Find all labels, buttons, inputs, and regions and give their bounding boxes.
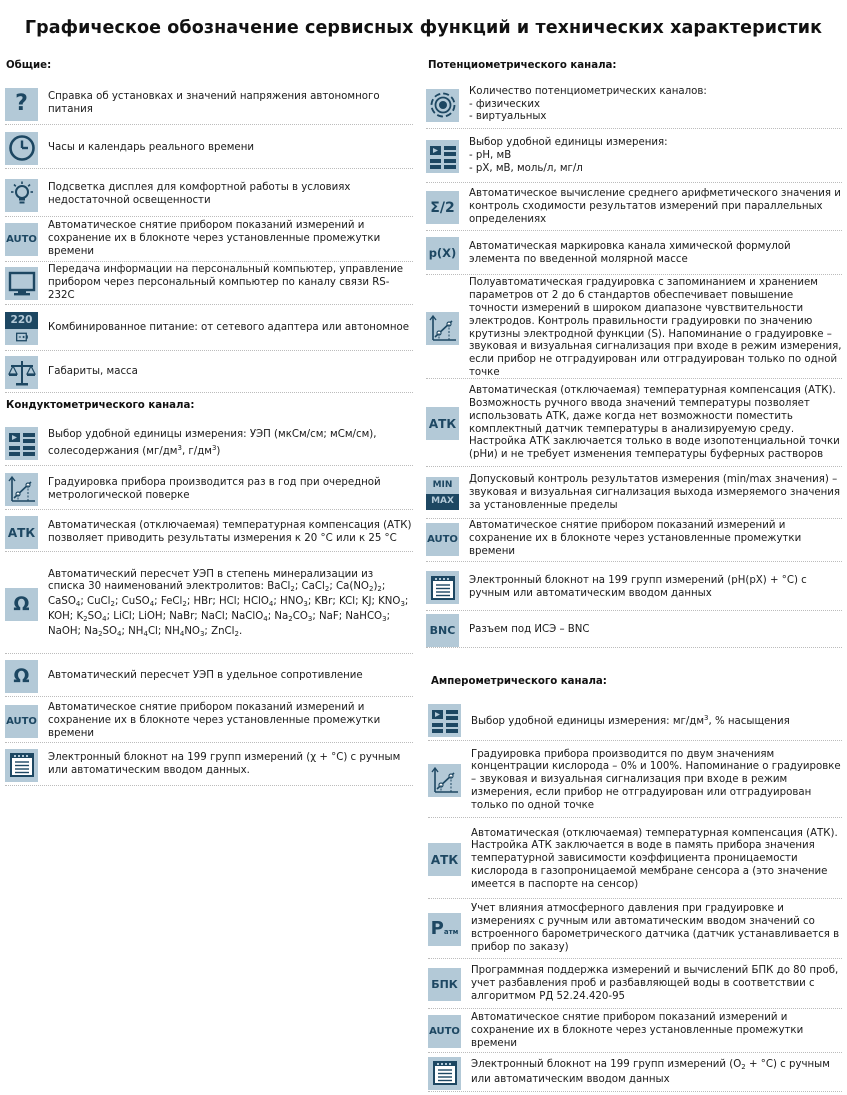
feature-description: Автоматический пересчет УЭП в степень минерализации из списка 30 наименований электролитов: BaCl$_2$; CaCl$_2$; $Ca(NO_2)_2$; CaSO$_4$; CuCl$_2$; CuSO$_4$; FeCl$_2$; HBr; HCl; HClO$_4$; $HNO_3$; KBr; KCl; KJ; $KNO_3$; KOH; $K_2SO_4$; LiCl; LiOH; NaBr; NaCl; NaClO$_4$; $Na_2CO_3$; NaF; NaHCO$_3$; NaOH; $Na_2SO_4$; $NH_4Cl$; $NH_4NO_3$; ZnCl$_2$. xyxy=(48,568,409,638)
atk-icon: АТК xyxy=(426,407,459,440)
scales-icon xyxy=(5,356,38,389)
feature-description: Автоматическое снятие прибором показаний измерений и сохранение их в блокноте через установленные промежутки времени xyxy=(48,220,381,257)
px-icon: p(X) xyxy=(426,237,459,270)
potentiometric-feature-row xyxy=(426,518,842,562)
conductometric-feature-row xyxy=(5,470,413,510)
feature-description: Выбор удобной единицы измерения: $мг/дм^3$, % насыщения xyxy=(471,714,790,728)
unit-select-icon xyxy=(428,704,461,737)
feature-description: Градуировка прибора производится по двум значениям концентрации кислорода – 0% и 100%. Напоминание о градуировке – звуковая и визуальная сигнализация при входе в режим измерения, если прибор не отградуирован или отградуирован только по одной точке xyxy=(471,748,841,811)
conductometric-feature-row xyxy=(5,556,413,654)
general-feature-row xyxy=(5,174,413,217)
amperometric-feature-row xyxy=(428,744,842,818)
auto-icon: AUTO xyxy=(5,705,38,738)
unit-select-icon xyxy=(5,427,38,460)
conductometric-feature-row xyxy=(5,745,413,786)
amperometric-feature-row xyxy=(428,821,842,899)
general-feature-row xyxy=(5,128,413,169)
min-max-icon: MIN MAX xyxy=(426,477,459,510)
bpk-icon: БПК xyxy=(428,968,461,1001)
omega-icon: Ω xyxy=(5,588,38,621)
notebook-icon xyxy=(426,571,459,604)
auto-icon: AUTO xyxy=(5,223,38,256)
potentiometric-feature-row xyxy=(426,185,842,231)
p-atm-icon: Pатм xyxy=(428,913,461,946)
amperometric-feature-row xyxy=(428,1055,842,1092)
question-icon: ? xyxy=(5,88,38,121)
section-heading-potentiometric: Потенциометрического канала: xyxy=(428,60,617,71)
bnc-icon: BNC xyxy=(426,614,459,647)
auto-icon: AUTO xyxy=(426,523,459,556)
light-bulb-icon xyxy=(5,179,38,212)
amperometric-feature-row xyxy=(428,1011,842,1053)
feature-description: Разъем под ИСЭ – BNC xyxy=(469,623,590,635)
feature-description: Автоматический пересчет УЭП в удельное сопротивление xyxy=(48,670,363,682)
clock-icon xyxy=(5,132,38,165)
general-feature-row xyxy=(5,84,413,125)
general-feature-row xyxy=(5,353,413,393)
section-heading-amperometric: Амперометрического канала: xyxy=(431,676,607,687)
amperometric-feature-row xyxy=(428,900,842,959)
feature-description: Выбор удобной единицы измерения: УЭП (мкСм/см; мСм/см), солесодержания ($мг/дм^3$, $г/дм^3$) xyxy=(48,428,377,457)
feature-description: Количество потенциометрических каналов: - физических - виртуальных xyxy=(469,85,707,123)
potentiometric-feature-row xyxy=(426,565,842,611)
conductometric-feature-row xyxy=(5,657,413,697)
potentiometric-feature-row xyxy=(426,131,842,183)
atk-icon: АТК xyxy=(5,516,38,549)
section-heading-general: Общие: xyxy=(6,60,52,71)
feature-description: Автоматическое снятие прибором показаний измерений и сохранение их в блокноте через установленные промежутки времени xyxy=(469,520,802,557)
calibration-graph-icon xyxy=(426,312,459,345)
conductometric-feature-row xyxy=(5,514,413,552)
feature-description: Автоматическая маркировка канала химической формулой элемента по введенной молярной массе xyxy=(469,240,791,265)
calibration-graph-icon xyxy=(5,473,38,506)
atk-icon: АТК xyxy=(428,843,461,876)
channels-icon xyxy=(426,89,459,122)
power-220-battery-icon: 220 xyxy=(5,312,38,345)
general-feature-row xyxy=(5,263,413,305)
feature-description: Допусковый контроль результатов измерения (min/max значения) – звуковая и визуальная сигнализация выхода измеряемого значения за установленные пределы xyxy=(469,474,841,511)
potentiometric-feature-row xyxy=(426,381,842,467)
feature-description: Автоматическое снятие прибором показаний измерений и сохранение их в блокноте через установленные промежутки времени xyxy=(48,702,381,739)
feature-description: Программная поддержка измерений и вычислений БПК до 80 проб, учет разбавления проб и разбавляющей воды в соответствии с алгоритмом РД 52.24.420-95 xyxy=(471,965,839,1002)
feature-description: Габариты, масса xyxy=(48,366,138,378)
feature-description: Передача информации на персональный компьютер, управление прибором через персональный компьютер по каналу связи RS-232C xyxy=(48,264,404,301)
sigma-icon: Σ/2 xyxy=(426,191,459,224)
feature-description: Выбор удобной единицы измерения: - pH, мВ - pX, мВ, моль/л, мг/л xyxy=(469,137,668,174)
amperometric-feature-row xyxy=(428,961,842,1009)
feature-description: Автоматическая (отключаемая) температурная компенсация (АТК). Настройка АТК заключается в воде в память прибора значения температурной зависимости коэффициента проницаемости кислорода в газопроницаемой мембране сенсора а (это значение имеется в паспорте на сенсор) xyxy=(471,827,838,890)
general-feature-row xyxy=(5,218,413,262)
feature-description: Автоматическая (отключаемая) температурная компенсация (АТК) позволяет приводить результаты измерения к 20 °С или к 25 °С xyxy=(48,519,412,544)
feature-description: Автоматическая (отключаемая) температурная компенсация (АТК). Возможность ручного ввода значений температуры позволяет использовать АТК, даже когда нет возможности поместить комплектный датчик температуры в анализируемую среду. Настройка АТК заключается только в воде изопотенциальной точки (pHи) и не требует изменения температуры буферных растворов xyxy=(469,385,840,461)
feature-description: Автоматическое вычисление среднего арифметического значения и контроль сходимости результатов измерений при параллельных определениях xyxy=(469,188,841,225)
feature-description: Электронный блокнот на 199 групп измерений $(O_2 + ^\circ С)$ с ручным или автоматическим вводом данных xyxy=(471,1059,830,1085)
omega-icon: Ω xyxy=(5,660,38,693)
amperometric-feature-row xyxy=(428,701,842,741)
computer-monitor-icon xyxy=(5,267,38,300)
feature-description: Учет влияния атмосферного давления при градуировке и измерениях с ручным или автоматическим вводом значений со встроенного барометрического датчика (датчик устанавливается в прибор по заказу) xyxy=(471,903,840,953)
notebook-icon xyxy=(5,749,38,782)
feature-description: Электронный блокнот на 199 групп измерений (χ + °С) с ручным или автоматическим вводом данных. xyxy=(48,752,401,776)
feature-description: Комбинированное питание: от сетевого адаптера или автономное xyxy=(48,322,410,334)
feature-description: Справка об установках и значений напряжения автономного питания xyxy=(48,91,380,115)
potentiometric-feature-row xyxy=(426,469,842,519)
feature-description: Часы и календарь реального времени xyxy=(48,141,254,153)
feature-description: Электронный блокнот на 199 групп измерений (pH(pX) + °С) с ручным или автоматическим вводом данных xyxy=(469,574,807,599)
conductometric-feature-row xyxy=(5,422,413,466)
general-feature-row xyxy=(5,307,413,351)
notebook-icon xyxy=(428,1057,461,1090)
feature-description: Полуавтоматическая градуировка с запоминанием и хранением параметров от 2 до 6 стандартов обеспечивает повышение точности измерений в широком диапазоне чувствительности электродов. Контроль правильности градуировки по значению крутизны электродной функции (S). Напоминание о градуировке – звуковая и визуальная сигнализация при входе в режим измерения, если прибор не отградуирован или отградуирован только по одной точке xyxy=(469,277,842,378)
feature-description: Подсветка дисплея для комфортной работы в условиях недостаточной освещенности xyxy=(48,182,351,206)
calibration-graph-icon xyxy=(428,764,461,797)
auto-icon: AUTO xyxy=(428,1015,461,1048)
page-title: Графическое обозначение сервисных функций и технических характеристик xyxy=(24,18,823,38)
potentiometric-feature-row xyxy=(426,613,842,648)
feature-description: Автоматическое снятие прибором показаний измерений и сохранение их в блокноте через установленные промежутки времени xyxy=(471,1012,804,1049)
potentiometric-feature-row xyxy=(426,233,842,275)
unit-select-icon xyxy=(426,140,459,173)
potentiometric-feature-row xyxy=(426,82,842,129)
feature-description: Градуировка прибора производится раз в год при очередной метрологической поверке xyxy=(48,476,381,501)
potentiometric-feature-row xyxy=(426,279,842,379)
conductometric-feature-row xyxy=(5,701,413,743)
section-heading-conductometric: Кондуктометрического канала: xyxy=(6,400,195,411)
